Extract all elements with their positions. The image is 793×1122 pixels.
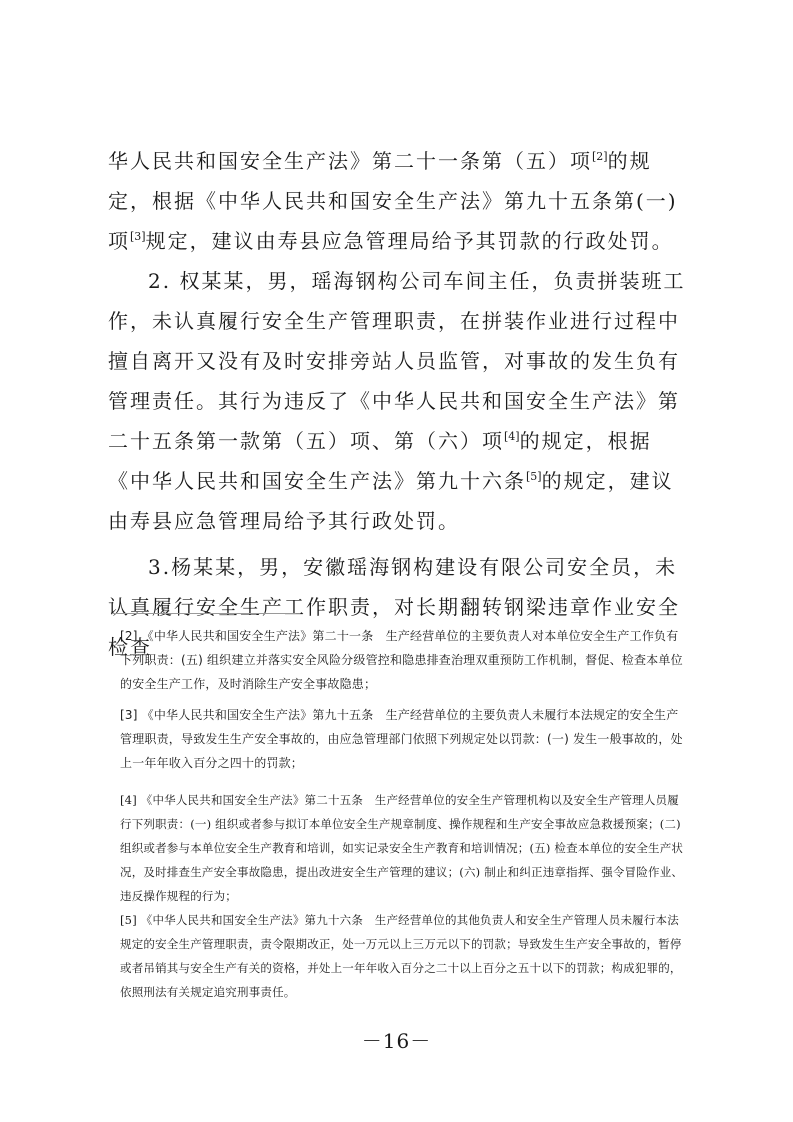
footnote-5: [5] 《中华人民共和国安全生产法》第九十六条 生产经营单位的其他负责人和安全生产管理人员未履行本法规定的安全生产管理职责，责令限期改正，处一万元以上三万元以下的罚款；导致发生生产安全事故的，暂停或者吊销其与安全生产有关的资格，并处上一年年收入百分之二十以上百分之五十以下的罚款；构成犯罪的，依照刑法有关规定追究刑事责任。 — [120, 913, 682, 999]
paragraph-text: 的规定，建议由寿县应急管理局给予其行政处罚。 — [108, 469, 674, 533]
main-text — [108, 141, 688, 667]
page-number: －16－ — [361, 1029, 432, 1053]
footnote-separator — [112, 613, 296, 614]
footnote-ref-5[interactable]: [5] — [526, 470, 542, 483]
footnote-2: [2] 《中华人民共和国安全生产法》第二十一条 生产经营单位的主要负责人对本单位安全生产工作负有下列职责：(五) 组织建立并落实安全风险分级管控和隐患排查治理双重预防工作机制，督促、检查本单位的安全生产工作，及时消除生产安全事故隐患； — [120, 629, 683, 691]
paragraph-text: 3.杨某某，男，安徽瑶海钢构建设有限公司安全员，未认真履行安全生产工作职责，对长期翻转钢梁违章作业安全检查 — [108, 555, 680, 659]
footnotes — [120, 624, 686, 1004]
paragraph-text: 华人民共和国安全生产法》第二十一条第（五）项 — [108, 149, 592, 173]
footnote-ref-3[interactable]: [3] — [130, 230, 146, 243]
footnote-ref-4[interactable]: [4] — [504, 430, 520, 443]
footnote-4: [4] 《中华人民共和国安全生产法》第二十五条 生产经营单位的安全生产管理机构以及安全生产管理人员履行下列职责：(一) 组织或者参与拟订本单位安全生产规章制度、操作规程和生产安全事故应急救援预案；(二) 组织或者参与本单位安全生产教育和培训，如实记录安全生产教育和培训情况；(五) 检查本单位的安全生产状况，及时排查生产安全事故隐患，提出改进安全生产管理的建议；(六) 制止和纠正违章指挥、强令冒险作业、违反操作规程的行为； — [120, 793, 684, 903]
paragraph-2 — [108, 261, 688, 541]
paragraph-text: 的规定，根据《中华人民共和国安全生产法》第九十五条第(一)项 — [108, 149, 678, 253]
paragraph-text: 规定，建议由寿县应急管理局给予其罚款的行政处罚。 — [145, 229, 674, 253]
paragraph-text: 2. 权某某，男，瑶海钢构公司车间主任，负责拼装班工作，未认真履行安全生产管理职责，在拼装作业进行过程中擅自离开又没有及时安排旁站人员监管，对事故的发生负有管理责任。其行为违反了《中华人民共和国安全生产法》第二十五条第一款第（五）项、第（六）项 — [108, 269, 686, 453]
footnote-3: [3] 《中华人民共和国安全生产法》第九十五条 生产经营单位的主要负责人未履行本法规定的安全生产管理职责，导致发生生产安全事故的，由应急管理部门依照下列规定处以罚款：(一) 发生一般事故的，处上一年年收入百分之四十的罚款； — [120, 708, 683, 770]
paragraph-text: 的规定，根据《中华人民共和国安全生产法》第九十六条 — [108, 429, 652, 493]
paragraph-continuation — [108, 141, 688, 261]
footnote-ref-2[interactable]: [2] — [592, 150, 608, 163]
